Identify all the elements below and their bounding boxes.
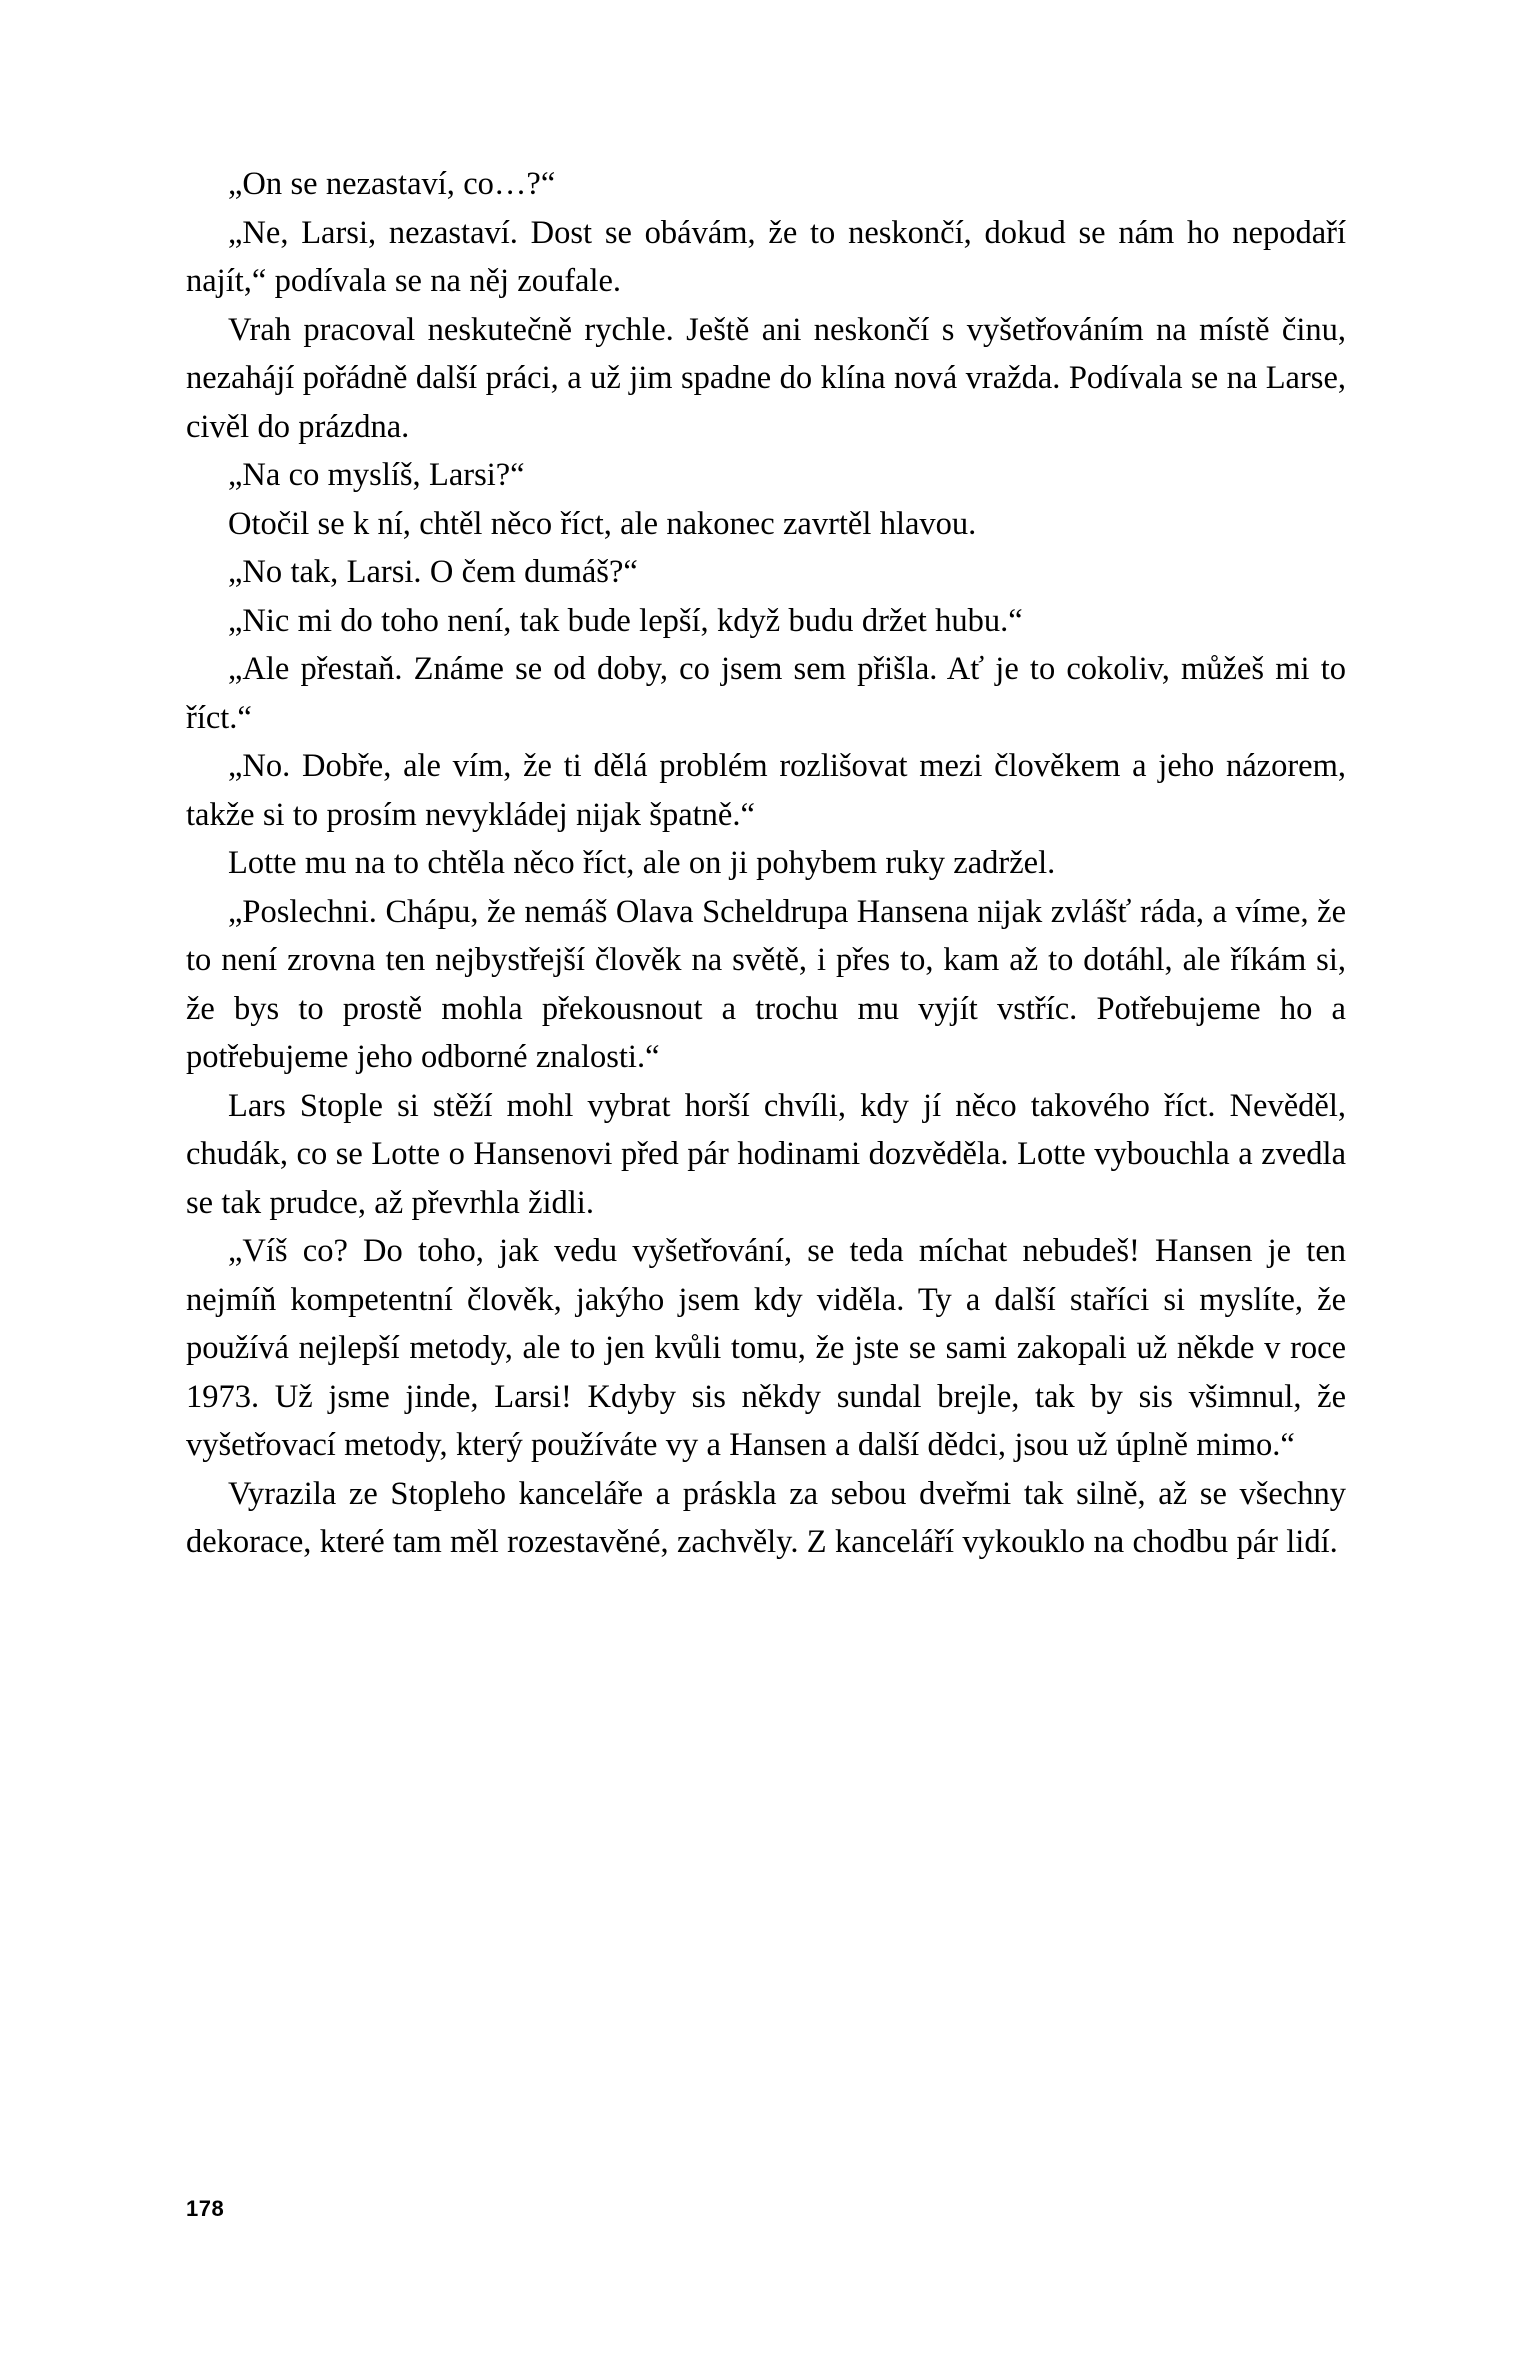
paragraph: Otočil se k ní, chtěl něco říct, ale nakonec zavrtěl hlavou. xyxy=(228,505,977,542)
paragraph: „Nic mi do toho není, tak bude lepší, když budu držet hubu.“ xyxy=(228,602,1023,639)
body-text xyxy=(186,160,1346,1567)
paragraph: „Ale přestaň. Známe se od doby, co jsem sem přišla. Ať je to cokoliv, můžeš mi to říct.“ xyxy=(186,651,1346,736)
paragraph: Lars Stople si stěží mohl vybrat horší chvíli, kdy jí něco takového říct. Nevěděl, chudák, co se Lotte o Hansenovi před pár hodinami dozvěděla. Lotte vybouchla a zvedla se tak prudce, až převrhla židli. xyxy=(186,1087,1346,1221)
paragraph: Lotte mu na to chtěla něco říct, ale on ji pohybem ruky zadržel. xyxy=(228,845,1056,881)
paragraph: Vrah pracoval neskutečně rychle. Ještě ani neskončí s vyšetřováním na místě činu, nezahájí pořádně další práci, a už jim spadne do klína nová vražda. Podívala se na Larse, civěl do prázdna. xyxy=(186,311,1346,445)
paragraph: „No. Dobře, ale vím, že ti dělá problém rozlišovat mezi člověkem a jeho názorem, takže si to prosím nevykládej nijak špatně.“ xyxy=(186,748,1346,833)
paragraph: Vyrazila ze Stopleho kanceláře a práskla za sebou dveřmi tak silně, až se všechny dekorace, které tam měl rozestavěné, zachvěly. Z kanceláří vykouklo na chodbu pár lidí. xyxy=(186,1475,1346,1560)
paragraph: „Poslechni. Chápu, že nemáš Olava Scheldrupa Hansena nijak zvlášť ráda, a víme, že to není zrovna ten nejbystřejší člověk na světě, i přes to, kam až to dotáhl, ale říkám si, že bys to prostě mohla překousnout a trochu mu vyjít vstříc. Potřebujeme ho a potřebujeme jeho odborné znalosti.“ xyxy=(186,893,1346,1075)
page-number: 178 xyxy=(186,2196,225,2221)
paragraph: „Na co myslíš, Larsi?“ xyxy=(228,457,525,493)
paragraph: „No tak, Larsi. O čem dumáš?“ xyxy=(228,554,638,590)
paragraph: „Ne, Larsi, nezastaví. Dost se obávám, že to neskončí, dokud se nám ho nepodaří najít,“ podívala se na něj zoufale. xyxy=(186,214,1346,299)
paragraph: „Víš co? Do toho, jak vedu vyšetřování, se teda míchat nebudeš! Hansen je ten nejmíň kompetentní člověk, jakýho jsem kdy viděla. Ty a další staříci si myslíte, že používá nejlepší metody, ale to jen kvůli tomu, že jste se sami zakopali už někde v roce 1973. Už jsme jinde, Larsi! Kdyby sis někdy sundal brejle, tak by sis všimnul, že vyšetřovací metody, který používáte vy a Hansen a další dědci, jsou už úplně mimo.“ xyxy=(186,1233,1346,1463)
paragraph: „On se nezastaví, co…?“ xyxy=(228,166,556,202)
